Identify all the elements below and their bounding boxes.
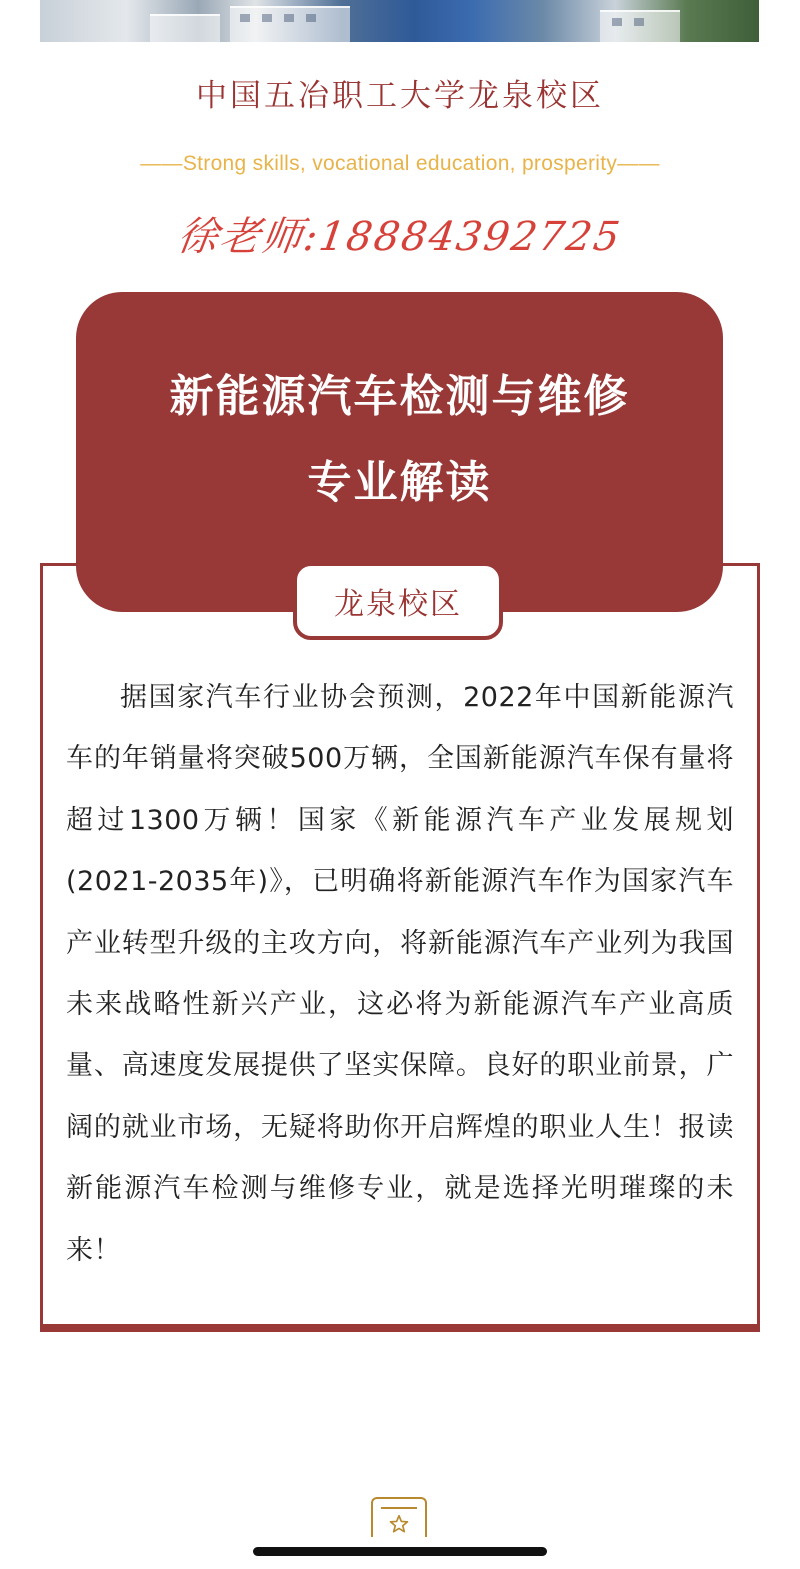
home-indicator[interactable] — [253, 1547, 547, 1556]
slogan: ——Strong skills, vocational education, prosperity—— — [140, 152, 660, 175]
page-title-line-1: 新能源汽车检测与维修 — [169, 371, 630, 422]
page-title-line-2: 专业解读 — [307, 457, 492, 508]
body-paragraph: 据国家汽车行业协会预测，2022年中国新能源汽车的年销量将突破500万辆，全国新能源汽车保有量将超过1300万辆！国家《新能源汽车产业发展规划(2021-2035年)》，已明确将新能源汽车作为国家汽车产业转型升级的主攻方向，将新能源汽车产业列为我国未来战略性新兴产业，这必将为新能源汽车产业高质量、高速度发展提供了坚实保障。良好的职业前景，广阔的就业市场，无疑将助你开启辉煌的职业人生！报读新能源汽车检测与维修专业，就是选择光明璀璨的未来！ — [66, 682, 734, 1266]
star-icon[interactable] — [371, 1497, 427, 1537]
school-name: 中国五冶职工大学龙泉校区 — [196, 78, 604, 114]
campus-tag: 龙泉校区 — [293, 562, 503, 640]
campus-banner-photo — [40, 0, 759, 42]
contact-phone[interactable]: 徐老师:18884392725 — [174, 214, 625, 260]
